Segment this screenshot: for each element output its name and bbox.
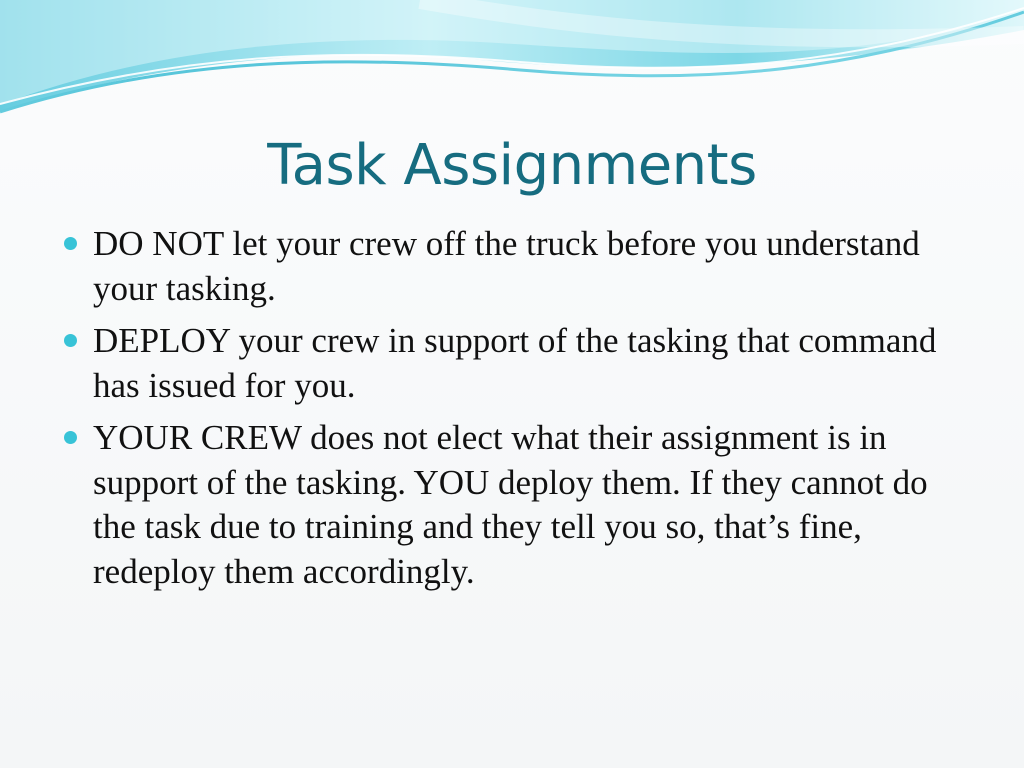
bullet-item: [64, 222, 969, 311]
slide-title: Task Assignments: [267, 133, 757, 198]
bullet-text: DEPLOY your crew in support of the tasking that command has issued for you.: [93, 321, 937, 405]
bullet-text: DO NOT let your crew off the truck before you understand your tasking.: [93, 224, 920, 308]
bullet-dot-icon: [64, 334, 77, 347]
bullet-dot-icon: [64, 431, 77, 444]
header-wave-decoration: [0, 0, 1024, 130]
bullet-item: [64, 416, 969, 594]
bullet-item: [64, 319, 969, 408]
bullet-dot-icon: [64, 237, 77, 250]
bullet-text: YOUR CREW does not elect what their assignment is in support of the tasking. YOU deploy them. If they cannot do the task due to training and they tell you so, that’s fine, redeploy them accordingly.: [93, 418, 928, 591]
bullet-list: [64, 222, 969, 602]
